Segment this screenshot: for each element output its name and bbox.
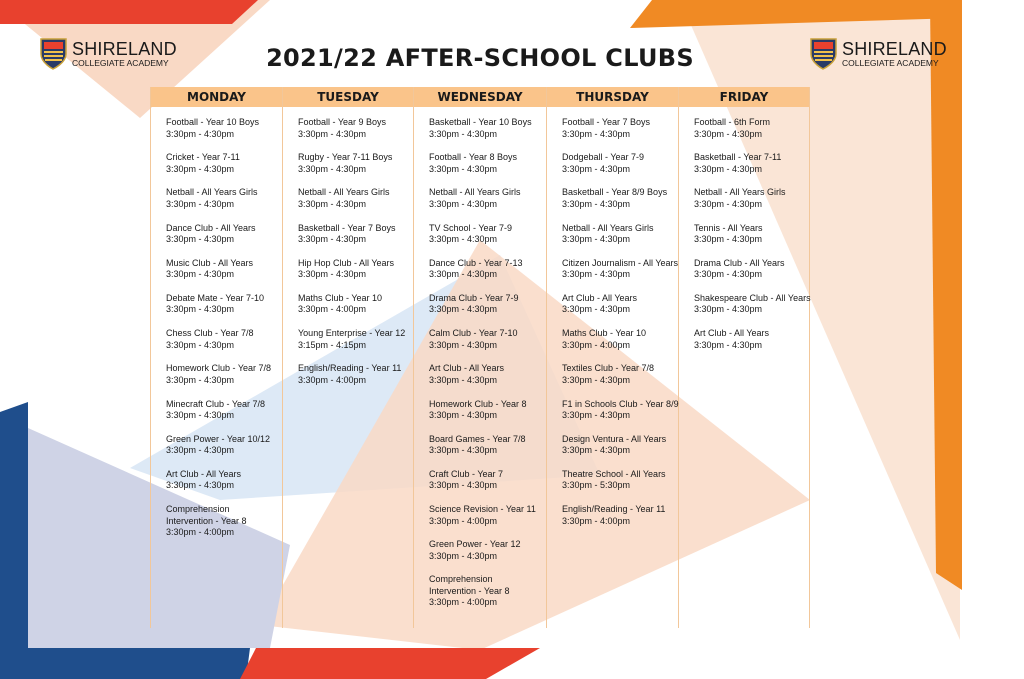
club-entry bbox=[562, 117, 674, 140]
club-time: 3:30pm - 4:30pm bbox=[429, 198, 498, 209]
club-entry bbox=[562, 328, 674, 351]
club-time: 3:30pm - 4:30pm bbox=[429, 304, 498, 315]
club-entry bbox=[694, 292, 811, 316]
club-time: 3:30pm - 4:30pm bbox=[562, 163, 631, 174]
club-entry bbox=[298, 117, 409, 140]
club-entry bbox=[166, 328, 278, 351]
club-name: Textiles Club - Year 7/8 bbox=[562, 363, 655, 374]
club-time: 3:30pm - 4:30pm bbox=[562, 374, 631, 385]
club-entry bbox=[166, 434, 278, 457]
logo-subtitle: COLLEGIATE ACADEMY bbox=[842, 58, 939, 69]
club-time: 3:30pm - 4:30pm bbox=[562, 269, 631, 280]
club-name: Art Club - All Years bbox=[429, 363, 505, 374]
club-time: 3:30pm - 4:30pm bbox=[429, 445, 498, 456]
club-time: 3:30pm - 4:30pm bbox=[694, 269, 763, 280]
club-name: Football - Year 9 Boys bbox=[298, 117, 387, 127]
club-name: Netball - All Years Girls bbox=[562, 222, 654, 233]
club-entry bbox=[166, 363, 278, 386]
club-time: 3:30pm - 4:30pm bbox=[694, 304, 763, 315]
club-list bbox=[679, 107, 809, 351]
school-logo-right bbox=[810, 38, 947, 70]
club-name: Basketball - Year 8/9 Boys bbox=[562, 187, 668, 198]
day-column-wednesday bbox=[414, 87, 547, 628]
club-name: English/Reading - Year 11 bbox=[562, 504, 666, 515]
club-time: 3:30pm - 4:30pm bbox=[166, 198, 235, 209]
club-entry bbox=[429, 574, 542, 609]
club-time: 3:30pm - 4:30pm bbox=[562, 128, 631, 139]
club-name: Comprehension Intervention - Year 8 bbox=[429, 574, 510, 596]
crest-icon bbox=[810, 38, 837, 70]
club-entry bbox=[429, 399, 542, 422]
day-header: THURSDAY bbox=[547, 87, 678, 107]
club-name: Theatre School - All Years bbox=[562, 468, 666, 479]
club-entry bbox=[429, 293, 542, 316]
club-entry bbox=[166, 187, 278, 210]
club-time: 3:30pm - 5:30pm bbox=[562, 480, 631, 491]
day-header: WEDNESDAY bbox=[414, 87, 546, 107]
club-name: Chess Club - Year 7/8 bbox=[166, 328, 254, 339]
club-name: Rugby - Year 7-11 Boys bbox=[298, 152, 393, 163]
club-entry bbox=[562, 293, 674, 316]
club-entry bbox=[429, 223, 542, 246]
clubs-timetable bbox=[150, 87, 810, 628]
club-entry bbox=[429, 363, 542, 386]
club-time: 3:30pm - 4:30pm bbox=[166, 339, 235, 350]
day-header: MONDAY bbox=[151, 87, 282, 107]
club-time: 3:30pm - 4:30pm bbox=[166, 304, 235, 315]
day-column-thursday bbox=[547, 87, 679, 628]
club-time: 3:30pm - 4:00pm bbox=[562, 339, 631, 350]
club-entry bbox=[429, 328, 542, 351]
club-entry bbox=[429, 434, 542, 457]
club-entry bbox=[694, 187, 805, 210]
club-name: Football - Year 7 Boys bbox=[562, 117, 651, 127]
club-name: Maths Club - Year 10 bbox=[562, 328, 647, 339]
club-name: Calm Club - Year 7-10 bbox=[429, 328, 518, 339]
club-entry bbox=[562, 434, 674, 457]
club-name: Board Games - Year 7/8 bbox=[429, 433, 526, 444]
club-entry bbox=[429, 187, 542, 210]
club-entry bbox=[429, 117, 542, 140]
day-header: FRIDAY bbox=[679, 87, 809, 107]
club-time: 3:30pm - 4:30pm bbox=[166, 128, 235, 139]
bg-bottom-red bbox=[240, 648, 540, 679]
club-entry bbox=[166, 504, 278, 539]
club-name: Debate Mate - Year 7-10 bbox=[166, 292, 265, 303]
club-time: 3:30pm - 4:30pm bbox=[429, 269, 498, 280]
club-name: Green Power - Year 10/12 bbox=[166, 433, 271, 444]
club-entry bbox=[562, 469, 674, 492]
day-column-monday bbox=[150, 87, 283, 628]
club-entry bbox=[298, 152, 409, 175]
club-name: Homework Club - Year 8 bbox=[429, 398, 527, 409]
club-time: 3:30pm - 4:30pm bbox=[694, 234, 763, 245]
club-name: Comprehension Intervention - Year 8 bbox=[166, 504, 247, 526]
club-list bbox=[547, 107, 678, 527]
club-time: 3:30pm - 4:30pm bbox=[166, 445, 235, 456]
club-name: Netball - All Years Girls bbox=[298, 187, 390, 198]
club-name: Dodgeball - Year 7-9 bbox=[562, 152, 645, 163]
club-list bbox=[283, 107, 413, 386]
club-time: 3:30pm - 4:30pm bbox=[694, 163, 763, 174]
club-time: 3:30pm - 4:30pm bbox=[298, 128, 367, 139]
club-name: Craft Club - Year 7 bbox=[429, 468, 504, 479]
club-entry bbox=[429, 539, 542, 562]
club-name: Tennis - All Years bbox=[694, 222, 763, 233]
club-time: 3:30pm - 4:30pm bbox=[298, 163, 367, 174]
club-time: 3:30pm - 4:30pm bbox=[429, 410, 498, 420]
club-name: Art Club - All Years bbox=[694, 328, 770, 339]
page-title: 2021/22 AFTER-SCHOOL CLUBS bbox=[266, 44, 694, 72]
club-name: Drama Club - Year 7-9 bbox=[429, 292, 519, 303]
club-name: Netball - All Years Girls bbox=[166, 187, 258, 198]
club-entry bbox=[298, 328, 409, 351]
club-time: 3:30pm - 4:30pm bbox=[166, 269, 235, 280]
club-time: 3:30pm - 4:30pm bbox=[298, 234, 367, 245]
club-list bbox=[151, 107, 282, 539]
club-name: F1 in Schools Club - Year 8/9 bbox=[562, 398, 679, 409]
club-name: Basketball - Year 10 Boys bbox=[429, 117, 532, 127]
club-time: 3:30pm - 4:00pm bbox=[166, 527, 235, 538]
club-time: 3:30pm - 4:00pm bbox=[298, 304, 367, 315]
club-entry bbox=[562, 187, 674, 210]
club-time: 3:30pm - 4:30pm bbox=[694, 128, 763, 139]
club-time: 3:30pm - 4:30pm bbox=[429, 163, 498, 174]
club-time: 3:30pm - 4:30pm bbox=[562, 445, 631, 456]
logo-name: SHIRELAND bbox=[72, 39, 177, 60]
club-entry bbox=[166, 152, 278, 175]
club-name: Science Revision - Year 11 bbox=[429, 504, 536, 515]
club-name: Football - 6th Form bbox=[694, 117, 771, 127]
club-name: Homework Club - Year 7/8 bbox=[166, 363, 272, 374]
day-column-friday bbox=[679, 87, 810, 628]
logo-subtitle: COLLEGIATE ACADEMY bbox=[72, 58, 169, 69]
club-name: Football - Year 8 Boys bbox=[429, 152, 518, 163]
club-name: Drama Club - All Years bbox=[694, 257, 785, 268]
club-entry bbox=[562, 223, 674, 246]
club-name: TV School - Year 7-9 bbox=[429, 222, 513, 233]
club-name: English/Reading - Year 11 bbox=[298, 363, 402, 374]
day-header: TUESDAY bbox=[283, 87, 413, 107]
club-entry bbox=[562, 504, 674, 527]
club-time: 3:30pm - 4:30pm bbox=[429, 550, 498, 561]
club-time: 3:30pm - 4:00pm bbox=[429, 515, 498, 526]
club-time: 3:30pm - 4:30pm bbox=[694, 198, 763, 209]
club-time: 3:30pm - 4:30pm bbox=[166, 480, 235, 491]
club-entry bbox=[429, 152, 542, 175]
club-name: Shakespeare Club - All Years bbox=[694, 292, 811, 303]
bg-top-red bbox=[0, 0, 258, 24]
club-name: Green Power - Year 12 bbox=[429, 539, 521, 550]
club-entry bbox=[562, 363, 674, 386]
club-entry bbox=[166, 469, 278, 492]
logo-name: SHIRELAND bbox=[842, 39, 947, 60]
day-column-tuesday bbox=[283, 87, 414, 628]
club-entry bbox=[562, 257, 679, 281]
club-time: 3:30pm - 4:30pm bbox=[694, 339, 763, 350]
club-name: Basketball - Year 7 Boys bbox=[298, 222, 396, 233]
club-name: Young Enterprise - Year 12 bbox=[298, 328, 406, 339]
club-time: 3:30pm - 4:30pm bbox=[166, 410, 235, 420]
club-name: Citizen Journalism - All Years bbox=[562, 257, 679, 268]
club-name: Football - Year 10 Boys bbox=[166, 117, 260, 127]
club-entry bbox=[298, 363, 409, 386]
club-name: Dance Club - All Years bbox=[166, 222, 256, 233]
club-time: 3:30pm - 4:30pm bbox=[298, 269, 367, 280]
club-time: 3:30pm - 4:30pm bbox=[429, 374, 498, 385]
club-name: Netball - All Years Girls bbox=[429, 187, 521, 198]
club-time: 3:30pm - 4:30pm bbox=[562, 198, 631, 209]
club-entry bbox=[166, 399, 278, 422]
club-name: Maths Club - Year 10 bbox=[298, 292, 383, 303]
club-name: Design Ventura - All Years bbox=[562, 433, 667, 444]
club-time: 3:30pm - 4:00pm bbox=[298, 374, 367, 385]
club-name: Art Club - All Years bbox=[166, 468, 242, 479]
club-name: Art Club - All Years bbox=[562, 292, 638, 303]
club-time: 3:30pm - 4:30pm bbox=[166, 163, 235, 174]
club-entry bbox=[298, 187, 409, 210]
club-entry bbox=[166, 117, 278, 140]
club-time: 3:30pm - 4:00pm bbox=[429, 597, 498, 608]
club-entry bbox=[694, 258, 805, 281]
club-entry bbox=[694, 152, 805, 175]
club-time: 3:15pm - 4:15pm bbox=[298, 339, 367, 350]
club-name: Basketball - Year 7-11 bbox=[694, 152, 782, 163]
club-time: 3:30pm - 4:30pm bbox=[562, 234, 631, 245]
club-name: Netball - All Years Girls bbox=[694, 187, 786, 198]
club-entry bbox=[562, 398, 679, 422]
club-entry bbox=[166, 293, 278, 316]
club-entry bbox=[298, 258, 409, 281]
club-entry bbox=[166, 223, 278, 246]
club-time: 3:30pm - 4:30pm bbox=[429, 234, 498, 245]
club-name: Hip Hop Club - All Years bbox=[298, 257, 395, 268]
club-entry bbox=[166, 258, 278, 281]
club-time: 3:30pm - 4:30pm bbox=[298, 198, 367, 209]
club-name: Music Club - All Years bbox=[166, 257, 254, 268]
club-entry bbox=[694, 223, 805, 246]
club-time: 3:30pm - 4:30pm bbox=[429, 480, 498, 491]
club-entry bbox=[562, 152, 674, 175]
club-entry bbox=[429, 504, 542, 527]
club-name: Cricket - Year 7-11 bbox=[166, 152, 240, 163]
club-entry bbox=[429, 258, 542, 281]
club-name: Minecraft Club - Year 7/8 bbox=[166, 398, 266, 409]
club-entry bbox=[298, 293, 409, 316]
club-time: 3:30pm - 4:00pm bbox=[562, 515, 631, 526]
club-time: 3:30pm - 4:30pm bbox=[429, 339, 498, 350]
club-entry bbox=[298, 223, 409, 246]
club-time: 3:30pm - 4:30pm bbox=[562, 304, 631, 315]
club-list bbox=[414, 107, 546, 609]
club-entry bbox=[694, 117, 805, 140]
club-time: 3:30pm - 4:30pm bbox=[562, 410, 631, 420]
club-time: 3:30pm - 4:30pm bbox=[166, 234, 235, 245]
club-entry bbox=[694, 328, 805, 351]
club-name: Dance Club - Year 7-13 bbox=[429, 257, 523, 268]
club-time: 3:30pm - 4:30pm bbox=[429, 128, 498, 139]
club-entry bbox=[429, 469, 542, 492]
club-time: 3:30pm - 4:30pm bbox=[166, 374, 235, 385]
